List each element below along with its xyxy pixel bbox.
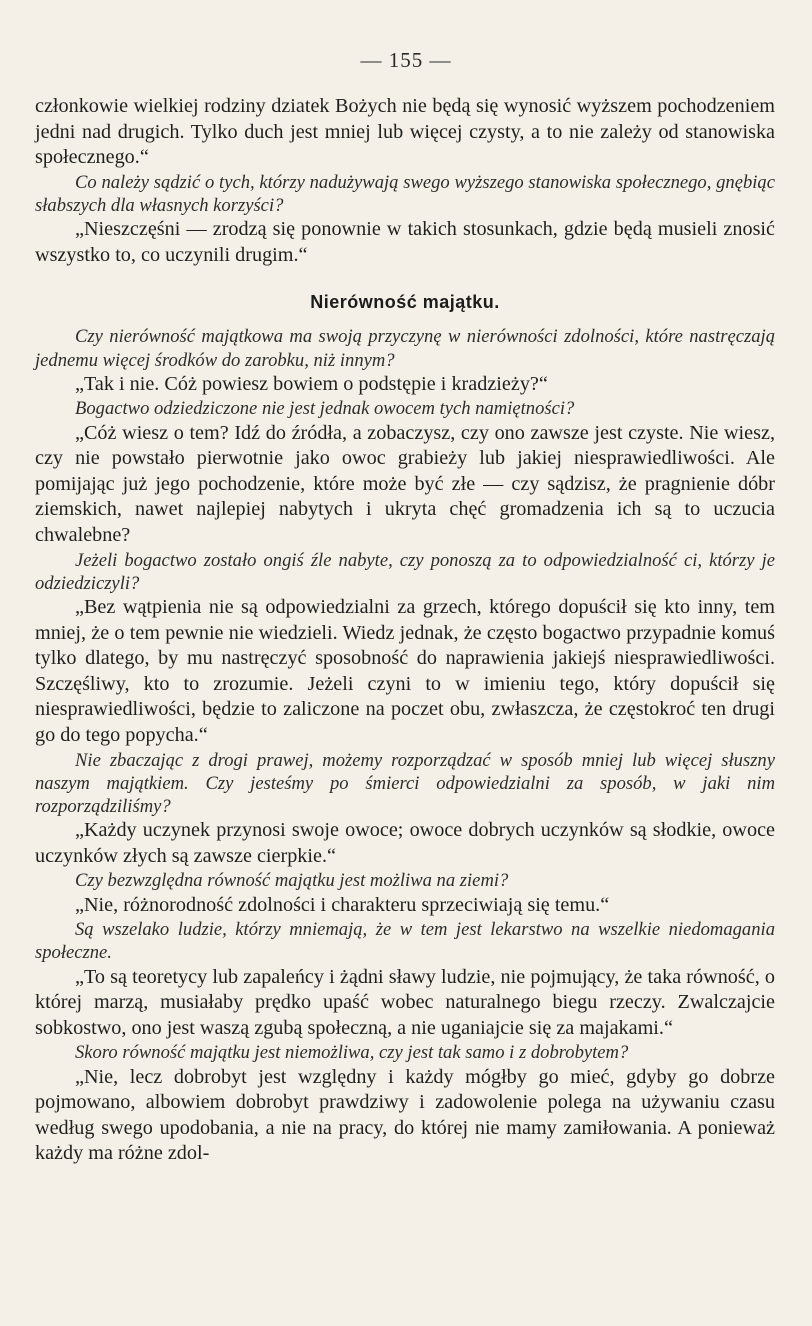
answer-not-responsible: „Bez wątpienia nie są odpowiedzialni za grzech, którego dopuścił się kto inny, tem mniej, że o tem pewnie nie wiedzieli. Wiedz jednak, że często bogactwo przypadnie komuś tylko dlatego, by mu nastręczyć sposobność do naprawienia jakiejś niesprawiedliwości. Szczęśliwy, kto to zrozumie. Jeżeli czyni to w imieniu tego, który dopuścił się niesprawiedliwości, będzie to zaliczone na poczet obu, zwłaszcza, że częstokroć ten drugi go do tego popycha.“ <box>35 595 775 746</box>
question-inequality-cause: Czy nierówność majątkowa ma swoją przyczynę w nierówności zdolności, które nastręczają jednemu więcej środków do zarobku, niż innym? <box>35 326 775 371</box>
paragraph-continuation: członkowie wielkiej rodziny dziatek Bożych nie będą się wynosić wyższem pochodzeniem jedni nad drugich. Tylko duch jest mniej lub więcej czysty, a to nie zależy od stanowiska społecznego.“ <box>35 95 775 169</box>
answer-diversity: „Nie, różnorodność zdolności i charakteru sprzeciwiają się temu.“ <box>75 893 610 916</box>
question-absolute-equality: Czy bezwzględna równość majątku jest możliwa na ziemi? <box>75 870 509 892</box>
question-remedy: Są wszelako ludzie, którzy mniemają, że w tem jest lekarstwo na wszelkie niedomagania społeczne. <box>35 919 775 964</box>
answer-theorists: „To są teoretycy lub zapaleńcy i żądni sławy ludzie, nie pojmujący, że taka równość, o której marzą, musiałaby prędko upaść wobec naturalnego biegu rzeczy. Zwalczajcie sobkostwo, ono jest waszą zgubą społeczną, a nie uganiajcie się za majakami.“ <box>35 965 775 1039</box>
question-responsibility: Jeżeli bogactwo zostało ongiś źle nabyte, czy ponoszą za to odpowiedzialność ci, którzy je odziedziczyli? <box>35 549 775 594</box>
question-abuse-of-position: Co należy sądzić o tych, którzy nadużywają swego wyższego stanowiska społecznego, gnębiąc słabszych dla własnych korzyści? <box>35 171 775 216</box>
answer-fruits: „Każdy uczynek przynosi swoje owoce; owoce dobrych uczynków są słodkie, owoce uczynków złych są zawsze cierpkie.“ <box>35 819 775 867</box>
question-inherited-wealth: Bogactwo odziedziczone nie jest jednak owocem tych namiętności? <box>75 398 575 420</box>
answer-unfortunate: „Nieszczęśni — zrodzą się ponownie w takich stosunkach, gdzie będą musieli znosić wszystko to, co uczynili drugim.“ <box>35 218 775 266</box>
page-text <box>35 94 775 1167</box>
page-number: — 155 — <box>360 48 452 72</box>
section-heading: Nierówność majątku. <box>310 292 500 313</box>
answer-source: „Cóż wiesz o tem? Idź do źródła, a zobaczysz, czy ono zawsze jest czyste. Nie wiesz, czy nie powstało pierwotnie jako owoc grabieży lub jakiej niesprawiedliwości. Ale pomijając już jego pochodzenie, które może być złe — czy sądzisz, że pragnienie dóbr ziemskich, nawet najlepiej nabytych i ukryta chęć gromadzenia ich są to uczucia chwalebne? <box>35 421 775 546</box>
question-prosperity: Skoro równość majątku jest niemożliwa, czy jest tak samo i z dobrobytem? <box>75 1042 629 1064</box>
answer-relative-prosperity: „Nie, lecz dobrobyt jest względny i każdy mógłby go mieć, gdyby go dobrze pojmowano, albowiem dobrobyt prawdziwy i zadowolenie polega na używaniu czasu według swego upodobania, a nie na pracy, do której nie mamy zamiłowania. A ponieważ każdy ma różne zdol- <box>35 1065 775 1165</box>
question-disposal: Nie zbaczając z drogi prawej, możemy rozporządzać w sposób mniej lub więcej słuszny naszym majątkiem. Czy jesteśmy po śmierci odpowiedzialni za sposób, w jaki nim rozporządziliśmy? <box>35 749 775 817</box>
answer-yes-and-no: „Tak i nie. Cóż powiesz bowiem o podstępie i kradzieży?“ <box>75 372 548 395</box>
